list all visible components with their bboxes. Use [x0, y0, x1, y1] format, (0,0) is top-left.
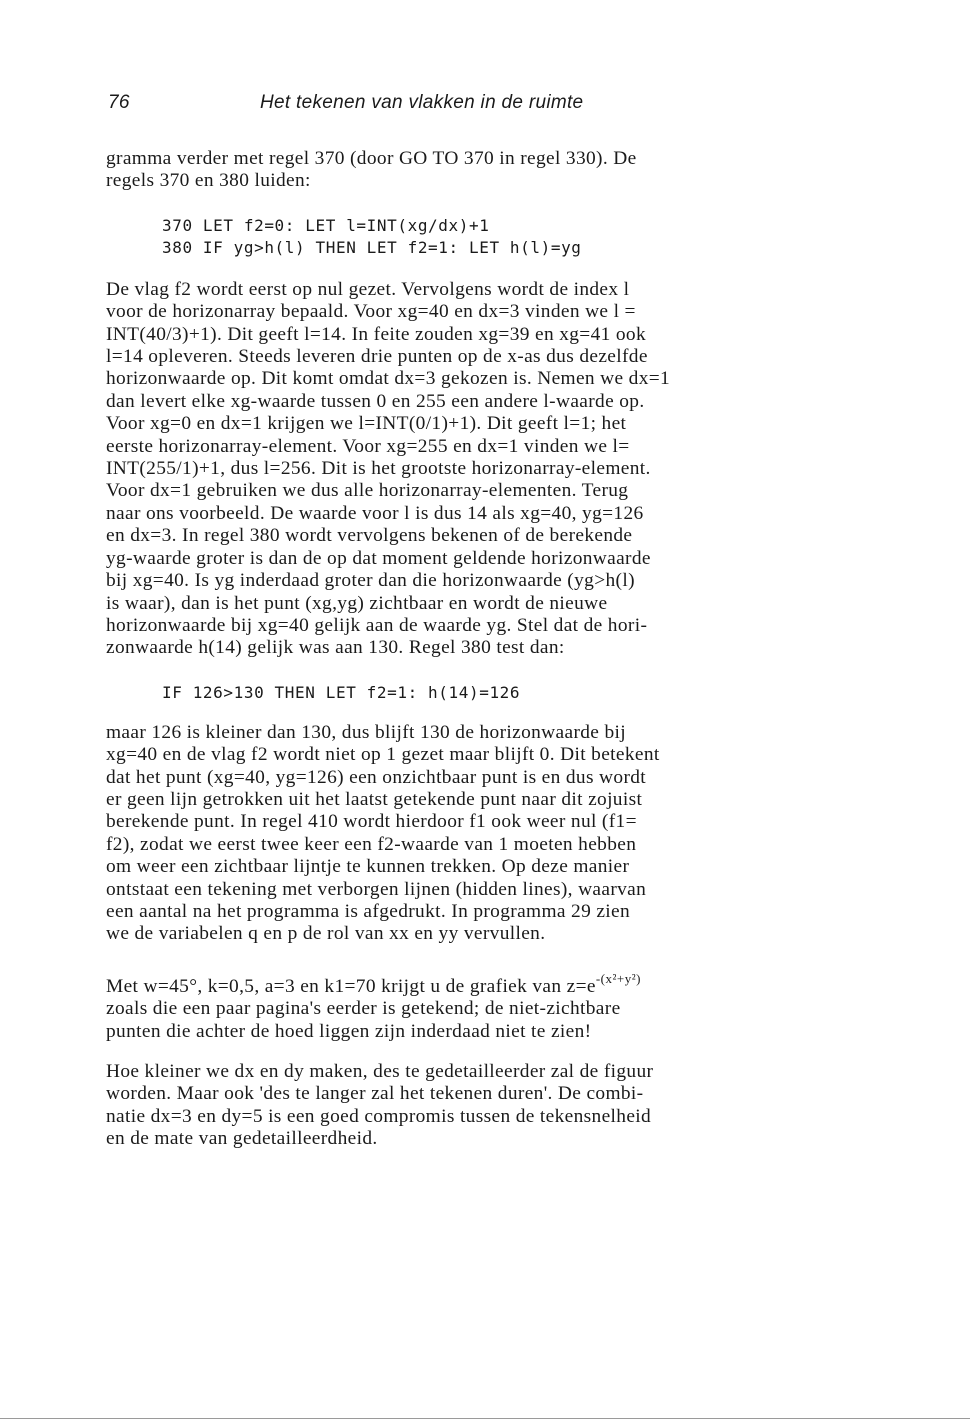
text-line: Voor xg=0 en dx=1 krijgen we l=INT(0/1)+1). Dit geeft l=1; het: [106, 413, 627, 435]
text-line: yg-waarde groter is dan de op dat moment geldende horizonwaarde: [106, 547, 651, 569]
text-line: dat het punt (xg=40, yg=126) een onzichtbaar punt is en dus wordt: [106, 766, 647, 788]
text-line: horizonwaarde bij xg=40 gelijk aan de waarde yg. Stel dat de hori-: [106, 614, 648, 636]
text-line: regels 370 en 380 luiden:: [106, 170, 311, 192]
text-line: zoals die een paar pagina's eerder is getekend; de niet-zichtbare: [106, 998, 621, 1020]
scan-edge-line: [0, 1418, 970, 1419]
code-line: 380 IF yg>h(l) THEN LET f2=1: LET h(l)=yg: [162, 237, 582, 257]
text-line: Hoe kleiner we dx en dy maken, des te gedetailleerder zal de figuur: [106, 1061, 654, 1082]
paragraph-3: [106, 722, 844, 946]
text-line: maar 126 is kleiner dan 130, dus blijft 130 de horizonwaarde bij: [106, 721, 626, 743]
text-line: er geen lijn getrokken uit het laatst getekende punt naar dit zojuist: [106, 788, 643, 810]
text-line: en dx=3. In regel 380 wordt vervolgens bekenen of de berekende: [106, 525, 633, 547]
text-line: Voor dx=1 gebruiken we dus alle horizonarray-elementen. Terug: [106, 480, 629, 502]
paragraph-5: [106, 1061, 844, 1151]
paragraph-1: [106, 148, 844, 193]
formula-text: Met w=45°, k=0,5, a=3 en k1=70 krijgt u de grafiek van z=e: [106, 975, 596, 997]
text-line: ontstaat een tekening met verborgen lijnen (hidden lines), waarvan: [106, 878, 647, 900]
text-line: worden. Maar ook 'des te langer zal het tekenen duren'. De combi-: [106, 1083, 644, 1105]
text-line: l=14 opleveren. Steeds leveren drie punten op de x-as dus dezelfde: [106, 346, 648, 368]
text-line: De vlag f2 wordt eerst op nul gezet. Vervolgens wordt de index l: [106, 278, 630, 300]
code-listing-1: [162, 215, 844, 259]
text-line: en de mate van gedetailleerdheid.: [106, 1128, 378, 1150]
text-line: berekende punt. In regel 410 wordt hierdoor f1 ook weer nul (f1=: [106, 811, 637, 833]
text-line: naar ons voorbeeld. De waarde voor l is dus 14 als xg=40, yg=126: [106, 502, 644, 524]
text-line: gramma verder met regel 370 (door GO TO 370 in regel 330). De: [106, 148, 637, 169]
text-line: horizonwaarde op. Dit komt omdat dx=3 gekozen is. Nemen we dx=1: [106, 368, 671, 390]
text-line: is waar), dan is het punt (xg,yg) zichtbaar en wordt de nieuwe: [106, 592, 608, 614]
formula-line: [106, 968, 844, 998]
code-listing-2: [162, 682, 844, 704]
text-line: f2), zodat we eerst twee keer een f2-waarde van 1 moeten hebben: [106, 833, 637, 855]
running-title: Het tekenen van vlakken in de ruimte: [260, 92, 584, 113]
text-line: punten die achter de hoed liggen zijn inderdaad niet te zien!: [106, 1020, 592, 1042]
paragraph-4: [106, 968, 844, 1043]
code-line: IF 126>130 THEN LET f2=1: h(14)=126: [162, 682, 521, 702]
text-line: voor de horizonarray bepaald. Voor xg=40 en dx=3 vinden we l =: [106, 301, 636, 323]
page-number: 76: [108, 92, 130, 113]
formula-exponent: -(x²+y²): [595, 970, 641, 986]
text-line: natie dx=3 en dy=5 is een goed compromis tussen de tekensnelheid: [106, 1105, 652, 1127]
running-head: [108, 92, 668, 120]
body-text: [106, 148, 844, 1151]
text-line: xg=40 en de vlag f2 wordt niet op 1 gezet maar blijft 0. Dit betekent: [106, 744, 660, 766]
text-line: zonwaarde h(14) gelijk was aan 130. Regel 380 test dan:: [106, 637, 565, 659]
paragraph-2: [106, 279, 844, 660]
code-line: 370 LET f2=0: LET l=INT(xg/dx)+1: [162, 215, 490, 235]
text-line: we de variabelen q en p de rol van xx en yy vervullen.: [106, 923, 546, 945]
text-line: bij xg=40. Is yg inderdaad groter dan die horizonwaarde (yg>h(l): [106, 570, 635, 592]
text-line: om weer een zichtbaar lijntje te kunnen trekken. Op deze manier: [106, 856, 630, 878]
text-line: dan levert elke xg-waarde tussen 0 en 255 een andere l-waarde op.: [106, 390, 645, 412]
text-line: INT(255/1)+1, dus l=256. Dit is het grootste horizonarray-element.: [106, 458, 651, 480]
text-line: INT(40/3)+1). Dit geeft l=14. In feite zouden xg=39 en xg=41 ook: [106, 323, 647, 345]
text-line: een aantal na het programma is afgedrukt. In programma 29 zien: [106, 900, 631, 922]
text-line: eerste horizonarray-element. Voor xg=255 en dx=1 vinden we l=: [106, 435, 630, 457]
